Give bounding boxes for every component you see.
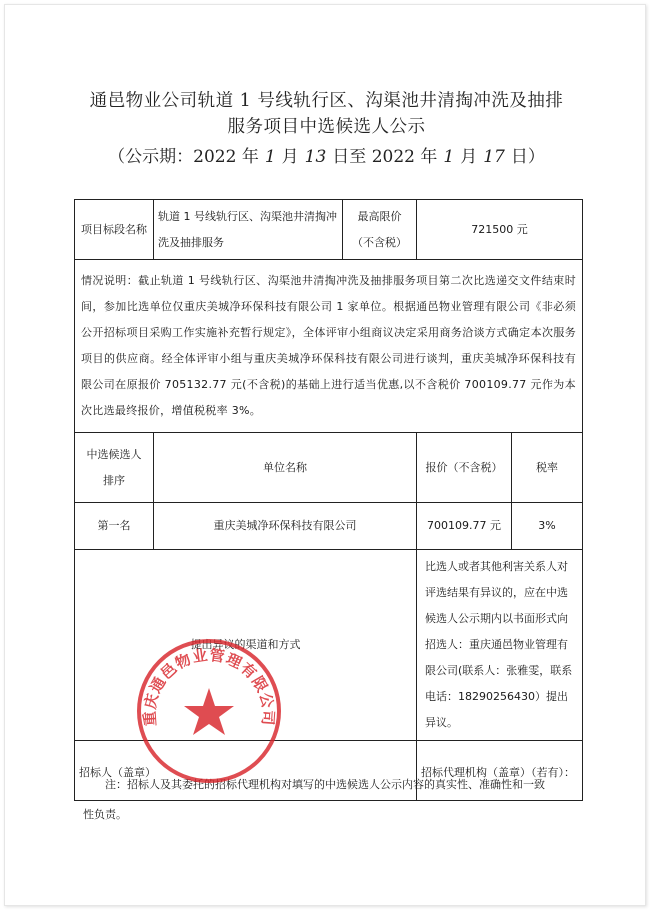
project-row [75, 200, 583, 260]
rank-header [75, 433, 154, 503]
tax-rate-header: 税率 [512, 433, 583, 503]
period-end-month: 1 [443, 147, 455, 167]
project-name: 轨道 1 号线轨行区、沟渠池井清掏冲洗及抽排服务 [154, 200, 343, 260]
period-start-day: 13 [304, 147, 327, 167]
tenderer-seal-label: 招标人（盖章） [75, 741, 417, 801]
agent-seal-label: 招标代理机构（盖章）（若有）： [417, 741, 583, 801]
period-month-label-2: 月 [460, 147, 478, 167]
document-title-line1: 通邑物业公司轨道 1 号线轨行区、沟渠池井清掏冲洗及抽排 [89, 91, 564, 111]
period-end-day: 17 [483, 147, 505, 167]
rank-header-line2: 排序 [103, 473, 125, 487]
max-price-label-cell [343, 200, 417, 260]
description-row [75, 260, 583, 433]
table-row [75, 503, 583, 550]
max-price-note: （不含税） [352, 235, 407, 249]
max-price-value: 721500 元 [417, 200, 583, 260]
footnote: 注：招标人及其委托的招标代理机构对填写的中选候选人公示内容的真实性、准确性和一致性负责。 [83, 778, 545, 821]
candidate-rank: 第一名 [75, 503, 154, 550]
document-title-line2: 服务项目中选候选人公示 [227, 117, 426, 137]
candidate-price: 700109.77 元 [417, 503, 512, 550]
period-middle: 日至 2022 年 [332, 147, 438, 167]
situation-description: 情况说明：截止轨道 1 号线轨行区、沟渠池井清掏冲洗及抽排服务项目第二次比选递交文件结束时间，参加比选单位仅重庆美城净环保科技有限公司 1 家单位。根据通邑物业管理有限公司《非必须公开招标项目采购工作实施补充暂行规定》，全体评审小组商议决定采用商务洽谈方式确定本次服务项目的供应商。经全体评审小组与重庆美城净环保科技有限公司进行谈判，重庆美城净环保科技有限公司在原报价 705132.77 元(不含税)的基础上进行适当优惠,以不含税价 700109.77 元作为本次比选最终报价，增值税税率 3%。 [75, 260, 583, 433]
objection-label: 提出异议的渠道和方式 [75, 550, 417, 741]
period-suffix: 日） [510, 147, 545, 167]
project-section-label: 项目标段名称 [75, 200, 154, 260]
objection-text: 比选人或者其他利害关系人对评选结果有异议的，应在中选候选人公示期内以书面形式向招选人：重庆通邑物业管理有限公司(联系人：张雅雯，联系电话：18290256430）提出异议。 [417, 550, 583, 741]
period-prefix: （公示期：2022 年 [108, 147, 259, 167]
rank-header-line1: 中选候选人 [86, 447, 142, 461]
company-header: 单位名称 [154, 433, 417, 503]
candidate-tax-rate: 3% [512, 503, 583, 550]
period-month-label: 月 [281, 147, 299, 167]
candidate-header-row [75, 433, 583, 503]
candidate-company: 重庆美城净环保科技有限公司 [154, 503, 417, 550]
announcement-table [74, 199, 583, 801]
announcement-period [0, 142, 653, 167]
objection-row [75, 550, 583, 741]
max-price-label: 最高限价 [357, 209, 402, 223]
period-start-month: 1 [264, 147, 276, 167]
seal-text: 重庆通邑物业管理有限公司 [140, 645, 278, 727]
price-header: 报价（不含税） [417, 433, 512, 503]
